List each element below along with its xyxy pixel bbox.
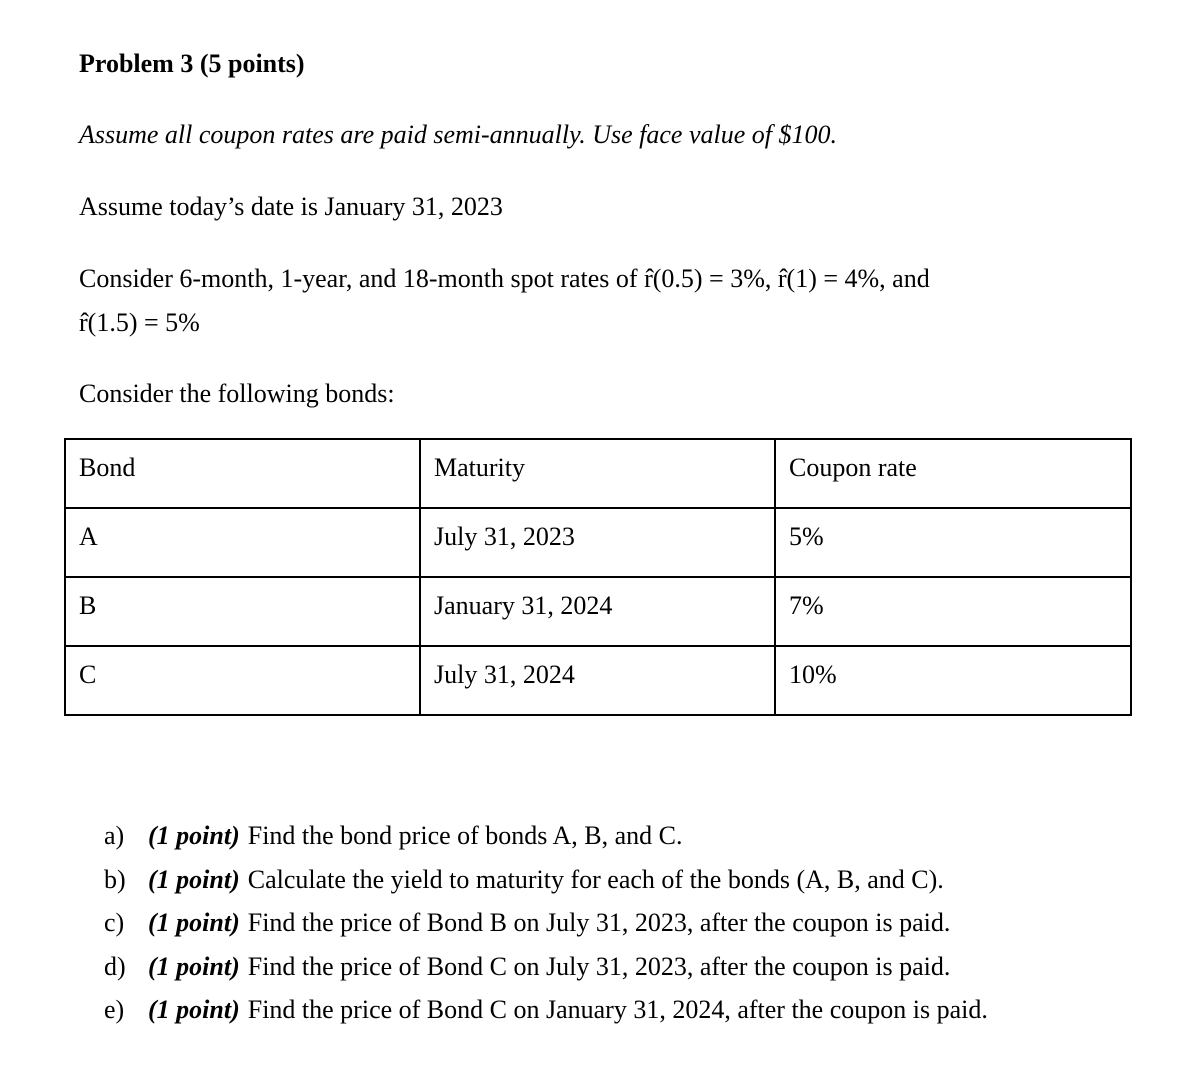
- bonds-table: [64, 438, 1132, 716]
- question-letter: b): [104, 864, 126, 894]
- spot-rate-18-month: r̂(1.5) = 5%: [79, 308, 200, 337]
- list-item: [104, 814, 988, 858]
- question-text: Find the bond price of bonds A, B, and C.: [247, 821, 683, 850]
- question-points: (1 point): [148, 864, 240, 894]
- bond-cell: B: [65, 577, 420, 646]
- bond-cell: A: [65, 508, 420, 577]
- question-text: Find the price of Bond C on July 31, 2023, after the coupon is paid.: [247, 951, 951, 981]
- problem-title: Problem 3 (5 points): [79, 49, 305, 78]
- table-header-row: [65, 439, 1131, 508]
- spot-rates-line-1: [79, 262, 930, 296]
- question-points: (1 point): [148, 908, 240, 937]
- list-item: [104, 858, 988, 902]
- question-text: Find the price of Bond C on January 31, 2024, after the coupon is paid.: [247, 995, 988, 1024]
- list-item: [104, 901, 988, 945]
- spot-rate-1-year: r̂(1) = 4%, and: [777, 264, 930, 293]
- header-coupon-rate: Coupon rate: [775, 439, 1131, 508]
- question-letter: c): [104, 908, 125, 937]
- coupon-cell: 10%: [775, 646, 1131, 715]
- question-points: (1 point): [148, 821, 240, 850]
- maturity-cell: January 31, 2024: [420, 577, 775, 646]
- question-letter: a): [104, 821, 125, 850]
- question-letter: e): [104, 995, 125, 1024]
- coupon-cell: 7%: [775, 577, 1131, 646]
- question-points: (1 point): [148, 951, 240, 981]
- table-row: [65, 577, 1131, 646]
- question-text: Calculate the yield to maturity for each of the bonds (A, B, and C).: [247, 864, 944, 894]
- list-item: [104, 945, 988, 989]
- coupon-assumption: Assume all coupon rates are paid semi-annually. Use face value of $100.: [79, 120, 837, 149]
- question-list: [104, 814, 988, 1032]
- table-row: [65, 508, 1131, 577]
- spot-rate-6-month: r̂(0.5) = 3%,: [644, 264, 778, 293]
- question-text: Find the price of Bond B on July 31, 2023, after the coupon is paid.: [247, 908, 951, 937]
- date-assumption: Assume today’s date is January 31, 2023: [79, 192, 503, 221]
- coupon-cell: 5%: [775, 508, 1131, 577]
- question-letter: d): [104, 951, 126, 981]
- maturity-cell: July 31, 2024: [420, 646, 775, 715]
- list-item: [104, 988, 988, 1032]
- question-points: (1 point): [148, 995, 240, 1024]
- table-row: [65, 646, 1131, 715]
- header-maturity: Maturity: [420, 439, 775, 508]
- maturity-cell: July 31, 2023: [420, 508, 775, 577]
- header-bond: Bond: [65, 439, 420, 508]
- bonds-intro: Consider the following bonds:: [79, 379, 395, 408]
- spot-rates-prefix: Consider 6-month, 1-year, and 18-month spot rates of: [79, 264, 645, 293]
- bond-cell: C: [65, 646, 420, 715]
